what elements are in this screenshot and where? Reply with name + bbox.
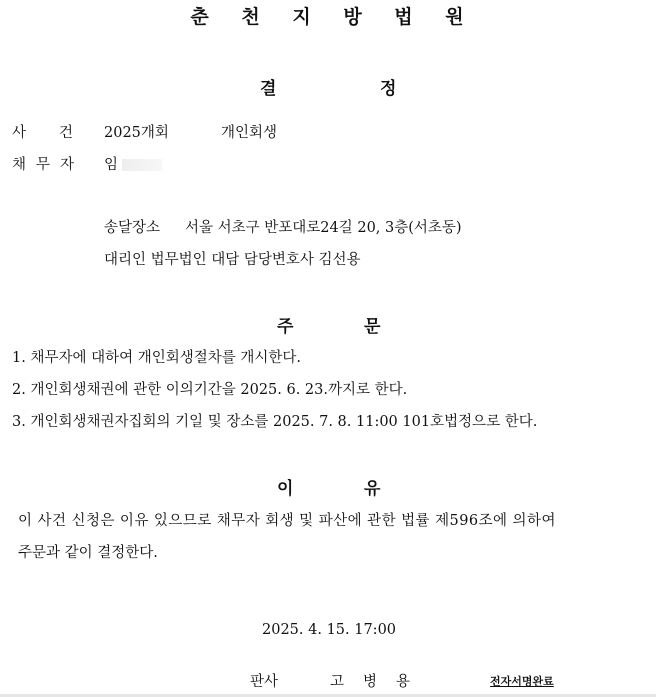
case-label-char: 사	[12, 125, 27, 141]
decision-date: 2025. 4. 15. 17:00	[262, 622, 397, 638]
court-name	[0, 2, 656, 29]
court-char: 원	[445, 6, 466, 28]
court-char: 방	[343, 6, 364, 28]
debtor-name: 임	[104, 157, 119, 173]
reason-title-left: 이	[277, 479, 294, 499]
order-title-right: 문	[364, 317, 381, 337]
court-char: 천	[241, 6, 262, 28]
judge-title: 판사	[250, 674, 279, 690]
delivery-address: 서울 서초구 반포대로24길 20, 3층(서초동)	[185, 220, 462, 236]
order-title-left: 주	[277, 317, 294, 337]
order-item: 3. 개인회생채권자집회의 기일 및 장소를 2025. 7. 8. 11:00 101호법정으로 한다.	[12, 414, 538, 430]
decision-title-right: 정	[380, 79, 397, 99]
order-item: 1. 채무자에 대하여 개인회생절차를 개시한다.	[12, 350, 302, 366]
court-char: 지	[292, 6, 313, 28]
debtor-label-char: 무	[36, 157, 51, 173]
electronic-signature: 전자서명완료	[490, 675, 554, 688]
judge-name-char: 고	[330, 674, 345, 690]
reason-line: 이 사건 신청은 이유 있으므로 채무자 회생 및 파산에 관한 법률 제596조에 의하여	[18, 513, 556, 529]
reason-title-right: 유	[364, 479, 381, 499]
debtor-label	[12, 153, 74, 174]
judge-name-char: 용	[396, 674, 411, 690]
case-type: 개인회생	[221, 125, 278, 141]
debtor-label-char: 자	[60, 157, 75, 173]
case-label	[12, 121, 73, 142]
case-number: 2025개회	[104, 125, 169, 141]
debtor-label-char: 채	[12, 157, 27, 173]
redaction-mark	[122, 159, 162, 171]
agent-info: 대리인 법무법인 대담 담당변호사 김선용	[104, 252, 361, 268]
delivery-label: 송달장소	[104, 220, 161, 236]
case-label-char: 건	[59, 125, 74, 141]
debtor-name-field	[104, 153, 162, 174]
judge-name-char: 병	[363, 674, 378, 690]
order-item: 2. 개인회생채권에 관한 이의기간을 2025. 6. 23.까지로 한다.	[12, 382, 408, 398]
court-char: 법	[394, 6, 415, 28]
court-char: 춘	[190, 6, 211, 28]
decision-title-left: 결	[260, 79, 277, 99]
judge-name	[330, 670, 410, 691]
reason-line: 주문과 같이 결정한다.	[18, 545, 158, 561]
